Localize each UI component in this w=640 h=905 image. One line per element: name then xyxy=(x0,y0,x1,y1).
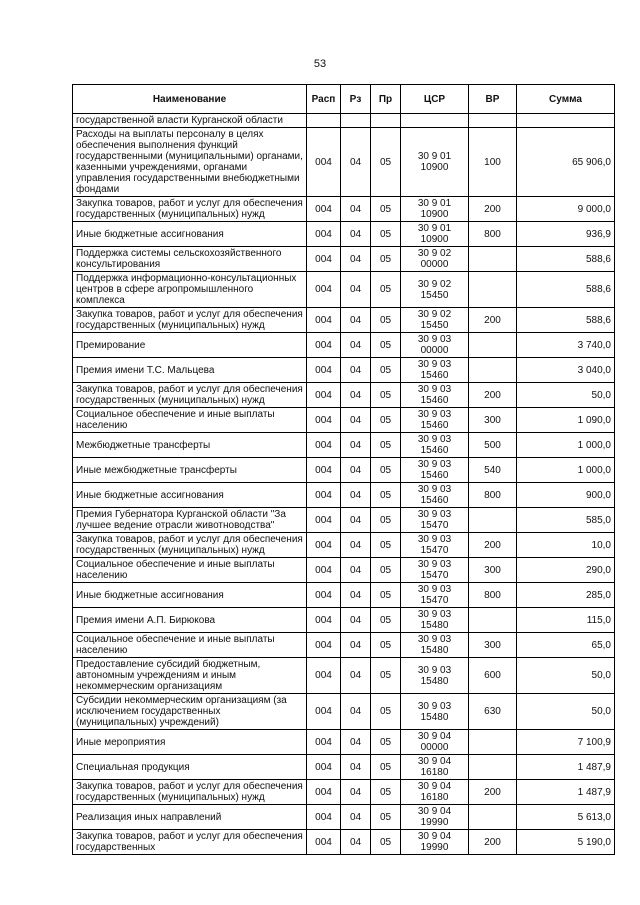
row-rasp: 004 xyxy=(307,308,341,333)
row-pr: 05 xyxy=(371,583,401,608)
row-rasp: 004 xyxy=(307,222,341,247)
row-rasp: 004 xyxy=(307,247,341,272)
row-csr: 30 9 02 15450 xyxy=(401,272,469,308)
row-sum: 65,0 xyxy=(517,633,615,658)
row-csr xyxy=(401,114,469,128)
row-rz: 04 xyxy=(341,247,371,272)
row-sum: 585,0 xyxy=(517,508,615,533)
row-rz: 04 xyxy=(341,608,371,633)
header-csr: ЦСР xyxy=(401,85,469,114)
row-name: Иные мероприятия xyxy=(73,730,307,755)
row-vr xyxy=(469,805,517,830)
row-csr: 30 9 04 00000 xyxy=(401,730,469,755)
row-sum: 1 000,0 xyxy=(517,458,615,483)
row-rz: 04 xyxy=(341,272,371,308)
row-rz: 04 xyxy=(341,383,371,408)
row-vr xyxy=(469,608,517,633)
table-row xyxy=(73,608,615,633)
row-pr: 05 xyxy=(371,433,401,458)
row-pr: 05 xyxy=(371,658,401,694)
header-vr: ВР xyxy=(469,85,517,114)
row-pr: 05 xyxy=(371,730,401,755)
row-sum: 936,9 xyxy=(517,222,615,247)
row-rz: 04 xyxy=(341,694,371,730)
row-csr: 30 9 04 19990 xyxy=(401,830,469,855)
header-sum: Сумма xyxy=(517,85,615,114)
row-csr: 30 9 04 16180 xyxy=(401,780,469,805)
row-rasp: 004 xyxy=(307,128,341,197)
row-vr: 200 xyxy=(469,383,517,408)
row-pr: 05 xyxy=(371,830,401,855)
row-pr: 05 xyxy=(371,483,401,508)
row-vr: 500 xyxy=(469,433,517,458)
row-pr: 05 xyxy=(371,408,401,433)
row-rz: 04 xyxy=(341,408,371,433)
table-row xyxy=(73,658,615,694)
table-row xyxy=(73,483,615,508)
row-csr: 30 9 01 10900 xyxy=(401,222,469,247)
row-name: государственной власти Курганской области xyxy=(73,114,307,128)
row-sum: 3 740,0 xyxy=(517,333,615,358)
table-row xyxy=(73,730,615,755)
header-rz: Рз xyxy=(341,85,371,114)
row-sum: 5 190,0 xyxy=(517,830,615,855)
row-pr: 05 xyxy=(371,383,401,408)
row-name: Закупка товаров, работ и услуг для обеспечения государственных xyxy=(73,830,307,855)
row-rasp: 004 xyxy=(307,583,341,608)
row-csr: 30 9 03 15460 xyxy=(401,458,469,483)
row-vr: 200 xyxy=(469,533,517,558)
row-vr xyxy=(469,358,517,383)
row-csr: 30 9 02 00000 xyxy=(401,247,469,272)
table-header-row xyxy=(73,85,615,114)
row-vr: 200 xyxy=(469,197,517,222)
row-rasp: 004 xyxy=(307,830,341,855)
row-rz: 04 xyxy=(341,458,371,483)
row-rasp: 004 xyxy=(307,694,341,730)
table-row xyxy=(73,780,615,805)
row-vr xyxy=(469,247,517,272)
row-rasp: 004 xyxy=(307,558,341,583)
row-pr: 05 xyxy=(371,805,401,830)
row-rz: 04 xyxy=(341,805,371,830)
table-row xyxy=(73,358,615,383)
row-sum: 588,6 xyxy=(517,272,615,308)
row-sum: 50,0 xyxy=(517,694,615,730)
row-rz: 04 xyxy=(341,658,371,694)
row-sum: 1 090,0 xyxy=(517,408,615,433)
row-sum: 588,6 xyxy=(517,247,615,272)
row-sum: 50,0 xyxy=(517,658,615,694)
row-csr: 30 9 03 15480 xyxy=(401,608,469,633)
row-rasp: 004 xyxy=(307,805,341,830)
table-row xyxy=(73,308,615,333)
table-row xyxy=(73,383,615,408)
row-csr: 30 9 03 15470 xyxy=(401,583,469,608)
row-csr: 30 9 03 15480 xyxy=(401,633,469,658)
row-csr: 30 9 02 15450 xyxy=(401,308,469,333)
row-rasp: 004 xyxy=(307,433,341,458)
budget-table xyxy=(72,84,615,855)
row-pr: 05 xyxy=(371,780,401,805)
row-name: Закупка товаров, работ и услуг для обеспечения государственных (муниципальных) нужд xyxy=(73,197,307,222)
row-vr: 100 xyxy=(469,128,517,197)
row-vr: 300 xyxy=(469,633,517,658)
row-rz: 04 xyxy=(341,780,371,805)
row-name: Межбюджетные трансферты xyxy=(73,433,307,458)
row-sum: 1 487,9 xyxy=(517,755,615,780)
row-pr: 05 xyxy=(371,533,401,558)
row-csr: 30 9 03 15460 xyxy=(401,358,469,383)
row-name: Иные межбюджетные трансферты xyxy=(73,458,307,483)
table-row xyxy=(73,222,615,247)
row-csr: 30 9 03 15460 xyxy=(401,383,469,408)
row-rasp: 004 xyxy=(307,358,341,383)
row-rz: 04 xyxy=(341,433,371,458)
row-csr: 30 9 04 19990 xyxy=(401,805,469,830)
table-row xyxy=(73,558,615,583)
table-row xyxy=(73,583,615,608)
row-rz: 04 xyxy=(341,197,371,222)
row-csr: 30 9 03 15470 xyxy=(401,533,469,558)
row-vr: 630 xyxy=(469,694,517,730)
row-name: Предоставление субсидий бюджетным, автономным учреждениям и иным некоммерческим организациям xyxy=(73,658,307,694)
row-name: Премирование xyxy=(73,333,307,358)
table-row xyxy=(73,197,615,222)
row-vr: 200 xyxy=(469,308,517,333)
row-vr: 540 xyxy=(469,458,517,483)
row-csr: 30 9 03 15480 xyxy=(401,658,469,694)
table-row xyxy=(73,408,615,433)
row-csr: 30 9 03 15470 xyxy=(401,508,469,533)
row-rz: 04 xyxy=(341,333,371,358)
table-row xyxy=(73,458,615,483)
row-rz: 04 xyxy=(341,583,371,608)
row-pr: 05 xyxy=(371,694,401,730)
row-sum: 115,0 xyxy=(517,608,615,633)
row-csr: 30 9 01 10900 xyxy=(401,128,469,197)
row-name: Закупка товаров, работ и услуг для обеспечения государственных (муниципальных) нужд xyxy=(73,780,307,805)
row-name: Иные бюджетные ассигнования xyxy=(73,583,307,608)
row-rz: 04 xyxy=(341,508,371,533)
row-sum: 285,0 xyxy=(517,583,615,608)
row-name: Социальное обеспечение и иные выплаты населению xyxy=(73,633,307,658)
row-pr: 05 xyxy=(371,247,401,272)
row-rz: 04 xyxy=(341,730,371,755)
row-pr: 05 xyxy=(371,358,401,383)
row-rz xyxy=(341,114,371,128)
table-row xyxy=(73,247,615,272)
row-name: Премия имени Т.С. Мальцева xyxy=(73,358,307,383)
row-sum: 9 000,0 xyxy=(517,197,615,222)
row-rasp: 004 xyxy=(307,633,341,658)
row-sum: 1 487,9 xyxy=(517,780,615,805)
row-sum: 50,0 xyxy=(517,383,615,408)
row-rasp: 004 xyxy=(307,658,341,694)
row-csr: 30 9 01 10900 xyxy=(401,197,469,222)
row-vr xyxy=(469,508,517,533)
row-sum: 900,0 xyxy=(517,483,615,508)
row-rasp: 004 xyxy=(307,730,341,755)
row-pr: 05 xyxy=(371,308,401,333)
table-row xyxy=(73,830,615,855)
header-pr: Пр xyxy=(371,85,401,114)
table-row xyxy=(73,755,615,780)
row-rasp: 004 xyxy=(307,272,341,308)
table-row xyxy=(73,508,615,533)
row-sum xyxy=(517,114,615,128)
row-rz: 04 xyxy=(341,308,371,333)
row-vr xyxy=(469,114,517,128)
row-sum: 1 000,0 xyxy=(517,433,615,458)
row-rz: 04 xyxy=(341,755,371,780)
row-rasp: 004 xyxy=(307,780,341,805)
row-csr: 30 9 03 15460 xyxy=(401,408,469,433)
row-rasp: 004 xyxy=(307,533,341,558)
row-csr: 30 9 04 16180 xyxy=(401,755,469,780)
row-name: Закупка товаров, работ и услуг для обеспечения государственных (муниципальных) нужд xyxy=(73,533,307,558)
row-pr xyxy=(371,114,401,128)
row-vr: 600 xyxy=(469,658,517,694)
row-sum: 65 906,0 xyxy=(517,128,615,197)
row-rasp: 004 xyxy=(307,608,341,633)
row-sum: 588,6 xyxy=(517,308,615,333)
row-rz: 04 xyxy=(341,558,371,583)
row-name: Субсидии некоммерческим организациям (за исключением государственных (муниципальных) учреждений) xyxy=(73,694,307,730)
header-name: Наименование xyxy=(73,85,307,114)
row-sum: 5 613,0 xyxy=(517,805,615,830)
table-row xyxy=(73,114,615,128)
row-rasp: 004 xyxy=(307,755,341,780)
row-sum: 290,0 xyxy=(517,558,615,583)
row-pr: 05 xyxy=(371,128,401,197)
row-pr: 05 xyxy=(371,608,401,633)
row-name: Реализация иных направлений xyxy=(73,805,307,830)
row-vr xyxy=(469,730,517,755)
table-body xyxy=(73,114,615,855)
table-row xyxy=(73,272,615,308)
row-vr: 300 xyxy=(469,558,517,583)
row-pr: 05 xyxy=(371,633,401,658)
row-rz: 04 xyxy=(341,633,371,658)
row-vr: 800 xyxy=(469,583,517,608)
row-rz: 04 xyxy=(341,358,371,383)
row-rz: 04 xyxy=(341,222,371,247)
row-name: Закупка товаров, работ и услуг для обеспечения государственных (муниципальных) нужд xyxy=(73,308,307,333)
row-pr: 05 xyxy=(371,558,401,583)
row-vr xyxy=(469,272,517,308)
row-rasp xyxy=(307,114,341,128)
row-pr: 05 xyxy=(371,458,401,483)
row-vr: 200 xyxy=(469,780,517,805)
row-name: Иные бюджетные ассигнования xyxy=(73,483,307,508)
table-row xyxy=(73,333,615,358)
row-vr xyxy=(469,755,517,780)
row-vr: 800 xyxy=(469,222,517,247)
row-vr xyxy=(469,333,517,358)
row-name: Специальная продукция xyxy=(73,755,307,780)
table-row xyxy=(73,694,615,730)
row-name: Иные бюджетные ассигнования xyxy=(73,222,307,247)
table-row xyxy=(73,433,615,458)
row-csr: 30 9 03 15460 xyxy=(401,483,469,508)
row-name: Поддержка информационно-консультационных центров в сфере агропромышленного комплекса xyxy=(73,272,307,308)
row-rasp: 004 xyxy=(307,483,341,508)
header-rasp: Расп xyxy=(307,85,341,114)
row-pr: 05 xyxy=(371,333,401,358)
row-name: Расходы на выплаты персоналу в целях обеспечения выполнения функций государственными (муниципальными) органами, казенными учреждениями, органами управления государственными внебюджетными фондами xyxy=(73,128,307,197)
row-rz: 04 xyxy=(341,533,371,558)
row-pr: 05 xyxy=(371,222,401,247)
row-rasp: 004 xyxy=(307,333,341,358)
row-pr: 05 xyxy=(371,197,401,222)
row-pr: 05 xyxy=(371,272,401,308)
row-csr: 30 9 03 15480 xyxy=(401,694,469,730)
row-rz: 04 xyxy=(341,128,371,197)
row-csr: 30 9 03 15460 xyxy=(401,433,469,458)
row-sum: 3 040,0 xyxy=(517,358,615,383)
table-row xyxy=(73,805,615,830)
row-name: Премия Губернатора Курганской области "За лучшее ведение отрасли животноводства" xyxy=(73,508,307,533)
row-name: Поддержка системы сельскохозяйственного консультирования xyxy=(73,247,307,272)
row-name: Социальное обеспечение и иные выплаты населению xyxy=(73,408,307,433)
page-number: 53 xyxy=(313,58,327,70)
row-rasp: 004 xyxy=(307,408,341,433)
row-vr: 800 xyxy=(469,483,517,508)
row-pr: 05 xyxy=(371,508,401,533)
table-row xyxy=(73,533,615,558)
row-rz: 04 xyxy=(341,830,371,855)
table-row xyxy=(73,633,615,658)
row-name: Премия имени А.П. Бирюкова xyxy=(73,608,307,633)
row-vr: 300 xyxy=(469,408,517,433)
row-sum: 7 100,9 xyxy=(517,730,615,755)
row-pr: 05 xyxy=(371,755,401,780)
row-rasp: 004 xyxy=(307,197,341,222)
row-vr: 200 xyxy=(469,830,517,855)
row-rasp: 004 xyxy=(307,383,341,408)
row-csr: 30 9 03 00000 xyxy=(401,333,469,358)
row-rasp: 004 xyxy=(307,508,341,533)
row-name: Социальное обеспечение и иные выплаты населению xyxy=(73,558,307,583)
row-sum: 10,0 xyxy=(517,533,615,558)
row-name: Закупка товаров, работ и услуг для обеспечения государственных (муниципальных) нужд xyxy=(73,383,307,408)
table-row xyxy=(73,128,615,197)
row-rasp: 004 xyxy=(307,458,341,483)
row-csr: 30 9 03 15470 xyxy=(401,558,469,583)
row-rz: 04 xyxy=(341,483,371,508)
